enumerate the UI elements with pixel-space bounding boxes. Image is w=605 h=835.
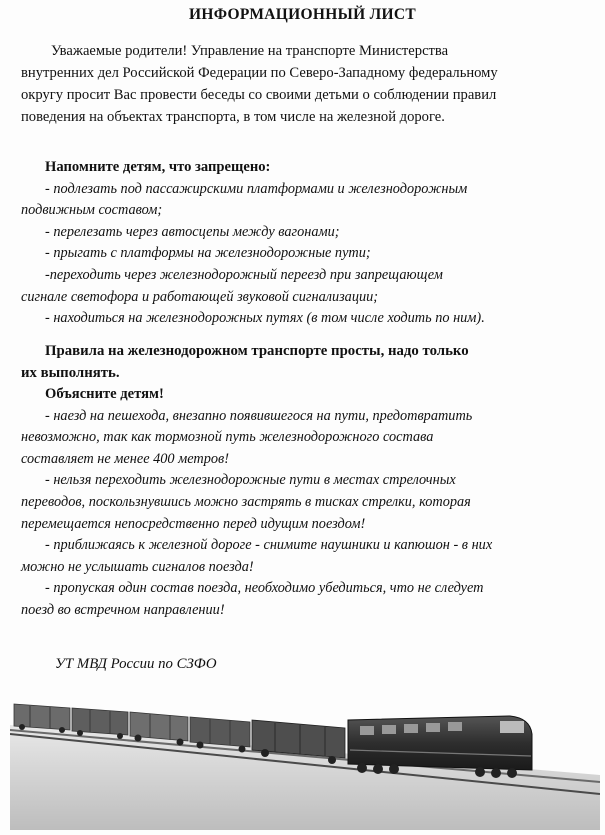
forbidden-item bbox=[21, 179, 589, 222]
item-line: перемещается непосредственно перед идущим поездом! bbox=[21, 515, 366, 532]
intro-line: Уважаемые родители! Управление на транспорте Министерства bbox=[51, 43, 449, 59]
item-line: - пропуская один состав поезда, необходимо убедиться, что не следует bbox=[45, 580, 484, 597]
explain-item bbox=[21, 535, 589, 578]
forbidden-item bbox=[21, 243, 589, 265]
item-line: - нельзя переходить железнодорожные пути в местах стрелочных bbox=[45, 472, 456, 489]
item-line: - находиться на железнодорожных путях (в том числе ходить по ним). bbox=[45, 310, 485, 327]
forbidden-item bbox=[21, 265, 589, 308]
page-title: ИНФОРМАЦИОННЫЙ ЛИСТ bbox=[189, 6, 416, 23]
item-line: переводов, поскользнувшись можно застрять в тисках стрелки, которая bbox=[21, 493, 471, 510]
item-line: сигнале светофора и работающей звуковой сигнализации; bbox=[21, 288, 379, 305]
item-line: -переходить через железнодорожный переезд при запрещающем bbox=[45, 266, 443, 283]
rule-section bbox=[21, 340, 589, 384]
item-line: подвижным составом; bbox=[21, 202, 163, 219]
rule-text bbox=[21, 340, 589, 384]
intro-line: округу просит Вас провести беседы со своими детьми о соблюдении правил bbox=[21, 87, 497, 103]
explain-section bbox=[21, 384, 589, 622]
forbidden-item bbox=[21, 222, 589, 244]
freight-train-icon bbox=[10, 690, 600, 830]
intro-line: поведения на объектах транспорта, в том числе на железной дороге. bbox=[21, 109, 445, 125]
explain-item bbox=[21, 578, 589, 621]
explain-item bbox=[21, 406, 589, 471]
item-line: невозможно, так как тормозной путь железнодорожного состава bbox=[21, 429, 434, 446]
item-line: составляет не менее 400 метров! bbox=[21, 450, 230, 467]
item-line: - приближаясь к железной дороге - снимите наушники и капюшон - в них bbox=[45, 537, 493, 554]
item-line: - наезд на пешехода, внезапно появившегося на пути, предотвратить bbox=[45, 407, 473, 424]
intro-line: внутренних дел Российской Федерации по Северо-Западному федеральному bbox=[21, 65, 498, 81]
forbidden-item bbox=[21, 308, 589, 330]
item-line: можно не услышать сигналов поезда! bbox=[21, 558, 254, 575]
explain-item bbox=[21, 470, 589, 535]
locomotive bbox=[348, 716, 532, 770]
forbidden-section bbox=[21, 157, 589, 330]
forbidden-heading: Напомните детям, что запрещено: bbox=[45, 159, 271, 175]
signature: УТ МВД России по СЗФО bbox=[55, 656, 217, 672]
explain-heading: Объясните детям! bbox=[45, 386, 164, 402]
item-line: поезд во встречном направлении! bbox=[21, 601, 225, 618]
rule-line: Правила на железнодорожном транспорте просты, надо только bbox=[45, 343, 469, 359]
rule-line: их выполнять. bbox=[21, 365, 120, 381]
intro-paragraph bbox=[21, 40, 589, 128]
item-line: - прыгать с платформы на железнодорожные пути; bbox=[45, 245, 371, 262]
train-illustration bbox=[10, 690, 600, 830]
item-line: - подлезать под пассажирскими платформами и железнодорожным bbox=[45, 180, 468, 197]
item-line: - перелезать через автосцепы между вагонами; bbox=[45, 223, 340, 240]
